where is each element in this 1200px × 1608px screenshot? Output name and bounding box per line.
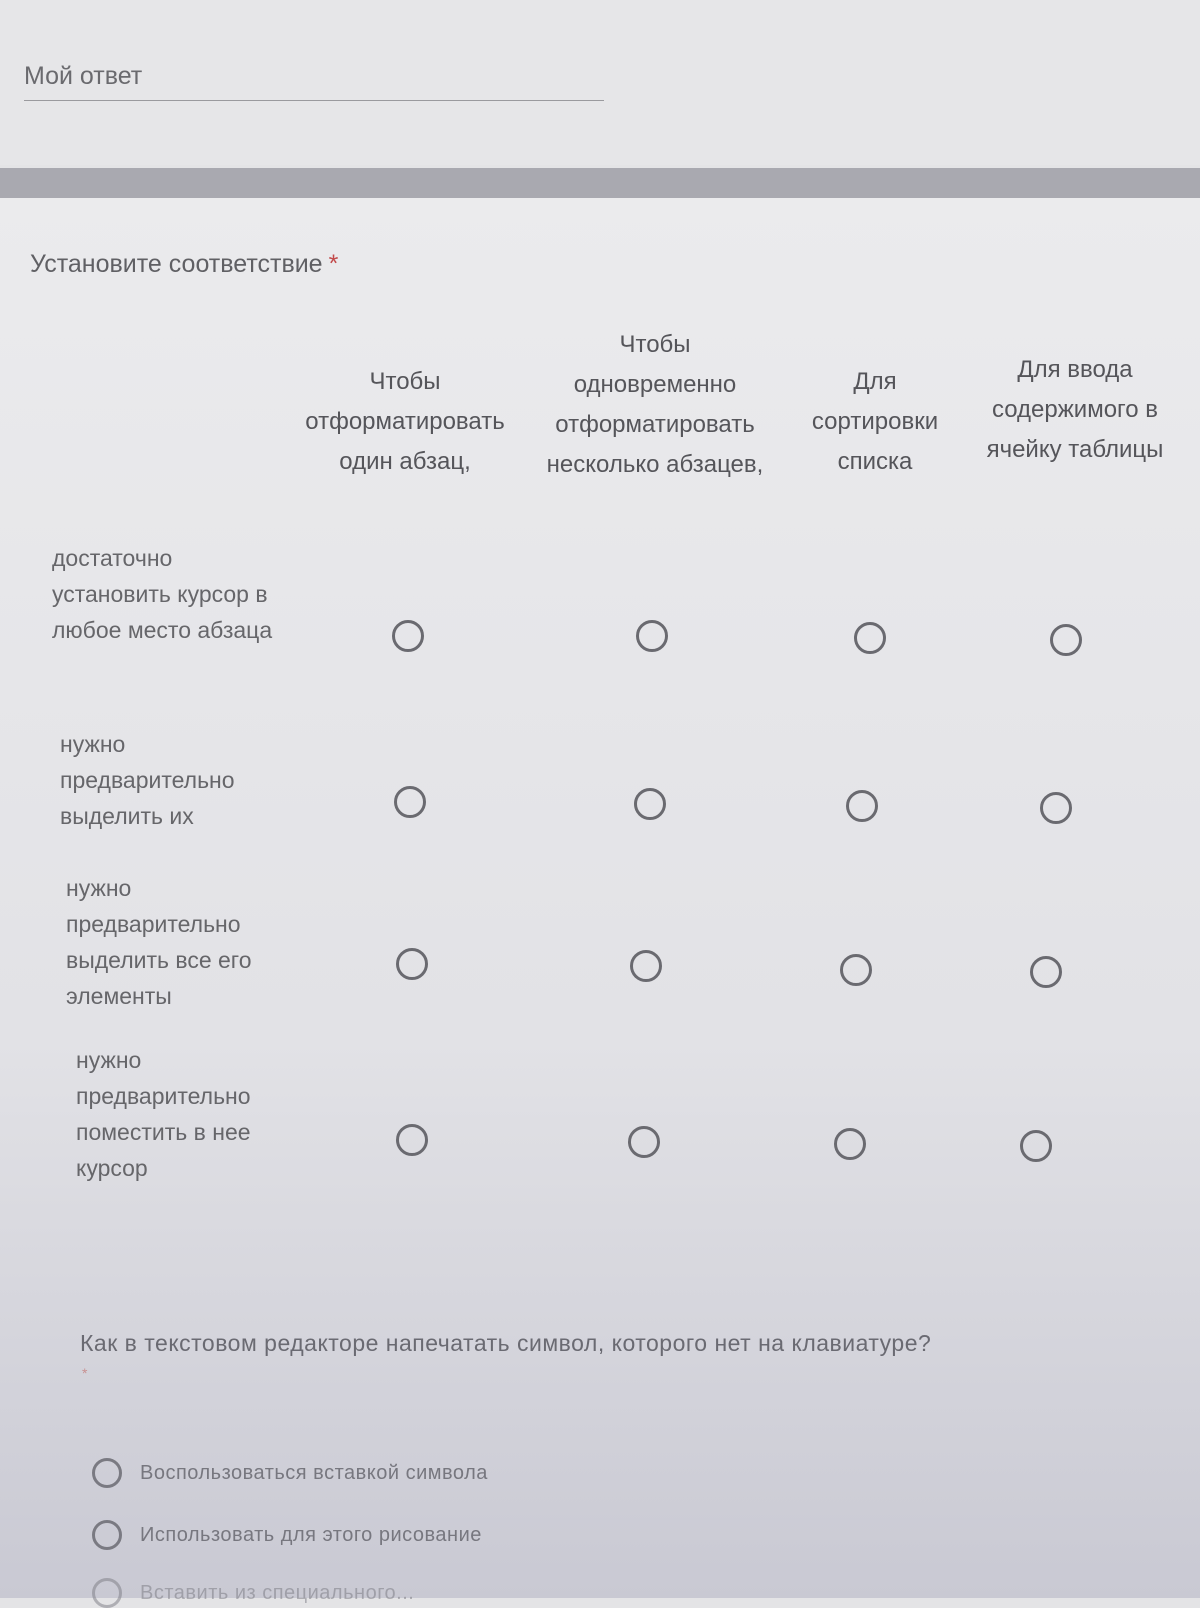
grid-radio-r2-c4[interactable] xyxy=(1040,792,1072,824)
section-divider xyxy=(0,168,1200,198)
question-title-text: Установите соответствие xyxy=(30,250,323,278)
column-header-1: Чтобы отформатировать один абзац, xyxy=(305,368,505,475)
question2-radio-1[interactable] xyxy=(92,1458,122,1488)
question2-required-asterisk: * xyxy=(82,1365,88,1381)
grid-radio-r1-c1[interactable] xyxy=(392,620,424,652)
question2-option-3[interactable] xyxy=(92,1578,414,1608)
previous-question-card xyxy=(0,0,1200,165)
question2-option-1-label: Воспользоваться вставкой символа xyxy=(140,1461,488,1484)
question2-option-3-label: Вставить из специального... xyxy=(140,1581,415,1604)
grid-radio-r4-c1[interactable] xyxy=(396,1124,428,1156)
grid-radio-r3-c4[interactable] xyxy=(1030,956,1062,988)
row-label-1: достаточно установить курсор в любое место абзаца xyxy=(52,545,273,643)
question2-radio-3[interactable] xyxy=(92,1578,122,1608)
grid-radio-r3-c3[interactable] xyxy=(840,954,872,986)
grid-radio-r4-c3[interactable] xyxy=(834,1128,866,1160)
grid-radio-r2-c3[interactable] xyxy=(846,790,878,822)
grid-radio-r3-c2[interactable] xyxy=(630,950,662,982)
grid-radio-r1-c2[interactable] xyxy=(636,620,668,652)
column-header-3: Для сортировки списка xyxy=(811,368,939,475)
grid-radio-r1-c4[interactable] xyxy=(1050,624,1082,656)
question2-option-2-label: Использовать для этого рисование xyxy=(140,1523,482,1546)
grid-radio-r4-c2[interactable] xyxy=(628,1126,660,1158)
row-label-3: нужно предварительно выделить все его элементы xyxy=(66,875,252,1009)
question2-option-1[interactable] xyxy=(92,1458,488,1488)
row-label-4: нужно предварительно поместить в нее курсор xyxy=(76,1047,251,1181)
required-asterisk: * xyxy=(328,250,339,278)
question2-radio-2[interactable] xyxy=(92,1520,122,1550)
row-label-2: нужно предварительно выделить их xyxy=(60,731,235,829)
grid-radio-r2-c2[interactable] xyxy=(634,788,666,820)
column-header-2: Чтобы одновременно отформатировать несколько абзацев, xyxy=(546,331,764,478)
grid-radio-r4-c4[interactable] xyxy=(1020,1130,1052,1162)
question2-title: Как в текстовом редакторе напечатать символ, которого нет на клавиатуре? xyxy=(80,1330,932,1356)
column-header-4: Для ввода содержимого в ячейку таблицы xyxy=(986,356,1164,463)
question2-option-2[interactable] xyxy=(92,1520,482,1550)
grid-radio-r1-c3[interactable] xyxy=(854,622,886,654)
grid-radio-r3-c1[interactable] xyxy=(396,948,428,980)
answer-input[interactable]: Мой ответ xyxy=(24,58,604,101)
grid-radio-r2-c1[interactable] xyxy=(394,786,426,818)
question-title xyxy=(30,250,338,279)
